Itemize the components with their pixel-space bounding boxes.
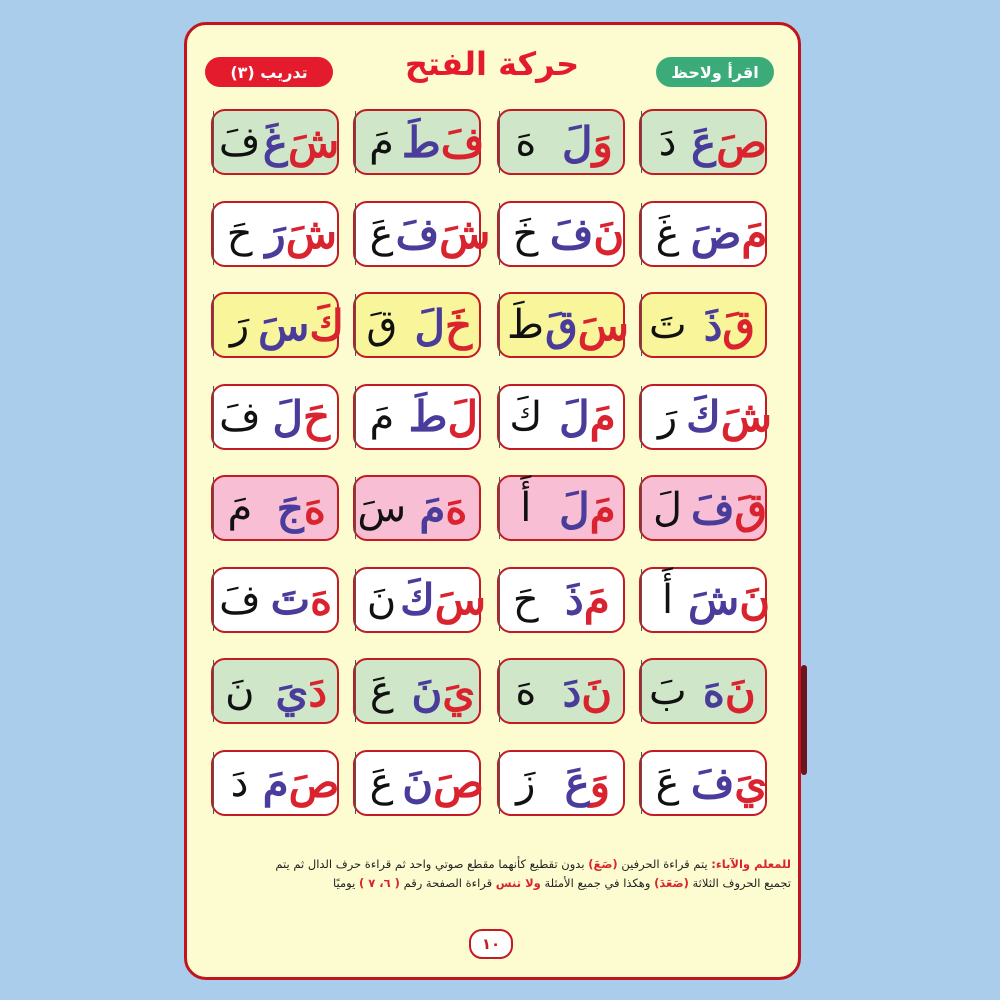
letter-card: [353, 475, 481, 541]
second-letter: نَ: [402, 758, 434, 807]
single-letter: حَ: [213, 203, 265, 265]
single-letter: لَ: [641, 477, 693, 539]
second-letter: غَ: [262, 117, 288, 167]
second-letter: سَ: [258, 300, 310, 350]
letter-card: [211, 292, 344, 358]
letter-card: [353, 109, 485, 175]
second-letter: لَ: [414, 300, 446, 350]
single-letter: أَ: [641, 569, 693, 631]
first-letter: قَ: [722, 300, 755, 350]
letter-card: [639, 658, 767, 724]
notes-text: قراءة الصفحة رقم: [403, 876, 493, 890]
single-letter: تَ: [641, 294, 694, 356]
second-letter: رَ: [265, 209, 286, 258]
letter-pair: [694, 660, 765, 722]
first-letter: دَ: [308, 666, 328, 716]
notes-highlight: (صَعَدَ): [654, 876, 689, 890]
letter-pair: [552, 111, 623, 173]
first-letter: مَ: [583, 575, 610, 624]
letter-pair: [400, 569, 486, 631]
letter-card: [353, 384, 481, 450]
letter-pair: [265, 203, 337, 265]
letter-card: [211, 109, 339, 175]
notes-text: بدون تقطيع كأنهما مقطع صوتي واحد ثم قراءة حرف الدال ثم يتم: [275, 857, 585, 871]
first-letter: هَ: [303, 483, 326, 533]
first-letter: صَ: [716, 117, 767, 167]
letter-card: [639, 201, 767, 267]
first-letter: نَ: [593, 209, 625, 258]
letter-pair: [687, 569, 771, 631]
notes-highlight: ( ٦، ٧ ): [358, 876, 400, 890]
letter-card: [639, 567, 771, 633]
notes-highlight: ولا تنس: [495, 876, 541, 890]
notes-text: وهكذا في جميع الأمثلة: [544, 876, 651, 890]
first-letter: مَ: [589, 392, 616, 441]
letter-pair: [266, 386, 337, 448]
notes-highlight: (صَعَ): [588, 857, 618, 871]
first-letter: وَ: [592, 117, 613, 167]
letter-pair: [552, 386, 623, 448]
letter-card: [639, 109, 767, 175]
single-letter: أَ: [499, 477, 552, 539]
letter-pair: [408, 477, 479, 539]
second-letter: مَ: [262, 758, 289, 807]
notes-line-1: [201, 855, 791, 874]
second-letter: عَ: [691, 117, 717, 167]
letter-pair: [262, 111, 340, 173]
notes-text: يتم قراءة الحرفين: [621, 857, 708, 871]
letter-pair: [694, 294, 765, 356]
first-letter: صَ: [288, 758, 340, 807]
single-letter: عَ: [355, 660, 408, 722]
letter-pair: [266, 569, 337, 631]
single-letter: قَ: [355, 294, 408, 356]
second-letter: جَ: [276, 483, 304, 533]
first-letter: قَ: [734, 483, 768, 533]
first-letter: فَ: [440, 117, 485, 167]
second-letter: مَ: [419, 483, 446, 533]
single-letter: دَ: [213, 752, 265, 814]
letter-pair: [408, 660, 479, 722]
letter-pair: [402, 752, 484, 814]
second-letter: شَ: [687, 575, 740, 624]
second-letter: طَ: [408, 392, 448, 441]
first-letter: يَ: [442, 666, 476, 716]
second-letter: يَ: [275, 666, 309, 716]
first-letter: كَ: [309, 300, 344, 350]
second-letter: ذَ: [703, 300, 723, 350]
single-letter: عَ: [355, 752, 407, 814]
first-letter: وَ: [589, 758, 611, 807]
single-letter: غَ: [641, 203, 693, 265]
letter-pair: [262, 752, 340, 814]
letter-card: [639, 475, 767, 541]
single-letter: زَ: [499, 752, 552, 814]
second-letter: طَ: [401, 117, 441, 167]
single-letter: بَ: [641, 660, 694, 722]
letter-card: [211, 750, 339, 816]
letter-card: [353, 658, 481, 724]
single-letter: فَ: [213, 111, 265, 173]
second-letter: فَ: [690, 483, 735, 533]
notes-line-2: [201, 874, 791, 893]
first-letter: صَ: [433, 758, 484, 807]
second-letter: لَ: [559, 392, 590, 441]
letter-card: [353, 750, 484, 816]
letter-pair: [552, 569, 623, 631]
page-title: حركة الفتح: [404, 45, 580, 83]
single-letter: عَ: [355, 203, 407, 265]
notes-label: للمعلم والآباء:: [711, 857, 791, 871]
letter-pair: [693, 111, 765, 173]
second-letter: ذَ: [564, 575, 584, 624]
single-letter: خَ: [499, 203, 551, 265]
letter-card: [639, 384, 772, 450]
letter-pair: [690, 203, 768, 265]
letter-card: [639, 750, 767, 816]
first-letter: خَ: [445, 300, 473, 350]
second-letter: عَ: [564, 758, 590, 807]
first-letter: هَ: [445, 483, 468, 533]
letter-pair: [686, 386, 772, 448]
first-letter: شَ: [720, 392, 772, 441]
second-letter: كَ: [686, 392, 721, 441]
letter-pair: [408, 386, 479, 448]
single-letter: حَ: [499, 569, 552, 631]
first-letter: حَ: [303, 392, 331, 441]
teacher-notes: [201, 855, 791, 893]
letter-card: [211, 384, 339, 450]
letter-pair: [690, 752, 768, 814]
single-letter: نَ: [213, 660, 266, 722]
single-letter: عَ: [641, 752, 693, 814]
page-number: ١٠: [469, 929, 513, 959]
letter-card: [497, 201, 625, 267]
letter-pair: [395, 203, 491, 265]
letter-card: [211, 567, 339, 633]
second-letter: نَ: [411, 666, 443, 716]
first-letter: نَ: [581, 666, 613, 716]
first-letter: شَ: [287, 117, 340, 167]
single-letter: مَ: [355, 111, 407, 173]
letter-pair: [552, 752, 623, 814]
letter-card: [639, 292, 767, 358]
letter-pair: [258, 294, 344, 356]
first-letter: مَ: [589, 483, 616, 533]
letter-card: [497, 567, 625, 633]
single-letter: فَ: [213, 569, 266, 631]
single-letter: دَ: [641, 111, 693, 173]
letter-card: [497, 475, 625, 541]
instruction-badge: اقرأ ولاحظ: [656, 57, 774, 87]
second-letter: قَ: [545, 300, 578, 350]
single-letter: كَ: [499, 386, 552, 448]
first-letter: سَ: [577, 300, 629, 350]
second-letter: لَ: [272, 392, 304, 441]
single-letter: رَ: [641, 386, 693, 448]
second-letter: هَ: [702, 666, 725, 716]
letter-pair: [266, 477, 337, 539]
first-letter: نَ: [739, 575, 771, 624]
single-letter: نَ: [355, 569, 407, 631]
letter-card: [497, 658, 625, 724]
second-letter: فَ: [690, 758, 735, 807]
letter-card: [211, 658, 339, 724]
first-letter: مَ: [741, 209, 768, 258]
second-letter: كَ: [400, 575, 435, 624]
letter-pair: [552, 660, 623, 722]
first-letter: لَ: [447, 392, 479, 441]
single-letter: سَ: [355, 477, 408, 539]
letter-card: [353, 201, 491, 267]
letter-card: [497, 292, 629, 358]
worksheet-page: [184, 22, 801, 980]
letter-pair: [690, 477, 768, 539]
first-letter: سَ: [434, 575, 486, 624]
letter-pair: [552, 477, 623, 539]
letter-card: [497, 109, 625, 175]
letter-pair: [551, 203, 623, 265]
letter-card: [211, 201, 339, 267]
second-letter: تَ: [270, 575, 311, 624]
letter-pair: [266, 660, 337, 722]
second-letter: لَ: [561, 117, 593, 167]
first-letter: شَ: [439, 209, 491, 258]
second-letter: ضَ: [690, 209, 742, 258]
exercise-badge: تدريب (٣): [205, 57, 333, 87]
single-letter: هَ: [499, 660, 552, 722]
first-letter: يَ: [734, 758, 768, 807]
single-letter: رَ: [213, 294, 265, 356]
single-letter: هَ: [499, 111, 552, 173]
letter-card: [211, 475, 339, 541]
single-letter: مَ: [355, 386, 408, 448]
binding-strip: [801, 665, 807, 775]
letter-card: [497, 384, 625, 450]
second-letter: لَ: [559, 483, 590, 533]
notes-text: تجميع الحروف الثلاثة: [692, 876, 791, 890]
second-letter: فَ: [549, 209, 594, 258]
first-letter: هَ: [310, 575, 333, 624]
letter-pair: [545, 294, 629, 356]
letter-pair: [401, 111, 485, 173]
first-letter: نَ: [724, 666, 756, 716]
letter-card: [497, 750, 625, 816]
letter-card: [353, 292, 481, 358]
letter-card: [353, 567, 486, 633]
second-letter: دَ: [562, 666, 582, 716]
single-letter: طَ: [499, 294, 551, 356]
notes-text: يوميًا: [333, 876, 356, 890]
second-letter: فَ: [395, 209, 440, 258]
letter-pair: [408, 294, 479, 356]
first-letter: شَ: [285, 209, 337, 258]
single-letter: فَ: [213, 386, 266, 448]
single-letter: مَ: [213, 477, 266, 539]
